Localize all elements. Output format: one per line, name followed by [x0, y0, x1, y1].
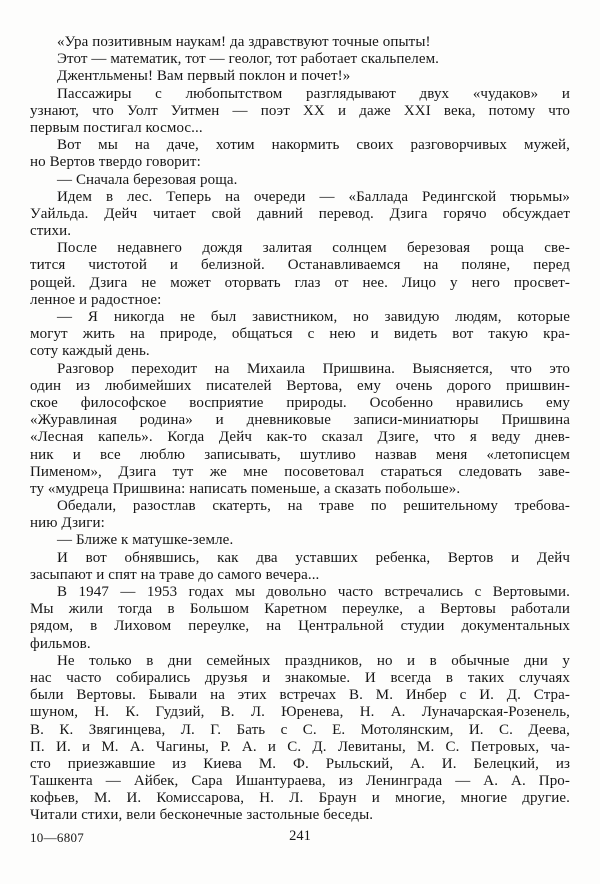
- text-line: рощей. Дзига не может оторвать глаз от нее. Лицо у него просвет-: [30, 274, 570, 291]
- text-line: Пассажиры с любопытством разглядывают двух «чудаков» и: [57, 85, 570, 102]
- text-line: Читали стихи, вели бесконечные застольные беседы.: [30, 807, 374, 824]
- text-line: сто приезжавшие из Киева М. Ф. Рыльский, А. И. Белецкий, из: [30, 755, 570, 772]
- text-line: могут жить на природе, общаться с нею и видеть вот такую кра-: [30, 326, 570, 343]
- text-line: «Журавлиная родина» и дневниковые записи-миниатюры Пришвина: [30, 412, 570, 429]
- page-footer: [0, 828, 600, 848]
- text-line: П. И. и М. А. Чагины, Р. А. и С. Д. Левитаны, М. С. Петровых, ча-: [30, 738, 570, 755]
- text-line: Уайльда. Дейч читает свой давний перевод. Дзига горячо обсуждает: [30, 205, 570, 222]
- text-line: Джентльмены! Вам первый поклон и почет!»: [57, 68, 351, 85]
- page-number: 241: [289, 828, 311, 844]
- text-line: были Вертовы. Бывали на этих встречах В. М. Инбер с И. Д. Стра-: [30, 687, 570, 704]
- text-line: тится чистотой и белизной. Останавливаемся на поляне, перед: [30, 257, 570, 274]
- page-text: [30, 34, 570, 825]
- text-line: стихи.: [30, 223, 72, 240]
- text-line: В 1947 — 1953 годах мы довольно часто встречались с Вертовыми.: [57, 584, 570, 600]
- text-line: Этот — математик, тот — геолог, тот работает скальпелем.: [57, 51, 440, 68]
- text-line: И вот обнявшись, как два уставших ребенка, Вертов и Дейч: [57, 549, 570, 566]
- text-line: «Лесная капель». Когда Дейч как-то сказал Дзиге, что я веду днев-: [30, 429, 570, 446]
- text-line: Пименом», Дзига тут же мне посоветовал стараться следовать заве-: [30, 463, 570, 480]
- text-line: После недавнего дождя залитая солнцем березовая роща све-: [57, 240, 570, 257]
- text-line: кофьев, М. И. Комиссарова, Н. Л. Браун и многие, многие другие.: [30, 790, 570, 807]
- text-line: узнают, что Уолт Уитмен — поэт XX и даже XXI века, потому что: [30, 102, 570, 119]
- text-line: Не только в дни семейных праздников, но и в обычные дни у: [57, 652, 570, 669]
- text-line: фильмов.: [30, 635, 91, 652]
- text-line: нас часто собирались друзья и знакомые. И всегда в таких случаях: [30, 669, 570, 686]
- text-line: засыпают и спят на траве до самого вечера...: [30, 566, 320, 583]
- text-line: — Сначала березовая роща.: [57, 171, 238, 188]
- text-line: — Ближе к матушке-земле.: [57, 532, 234, 549]
- text-line: Вот мы на даче, хотим накормить своих разговорчивых мужей,: [57, 137, 570, 154]
- print-signature: 10—6807: [30, 830, 85, 845]
- text-line: Ташкента — Айбек, Сара Ишантураева, из Ленинграда — А. А. Про-: [30, 773, 570, 790]
- text-line: но Вертов твердо говорит:: [30, 154, 201, 171]
- text-line: ник и все люблю записывать, шутливо назвав меня «летописцем: [30, 446, 570, 463]
- text-line: Обедали, разостлав скатерть, на траве по решительному требова-: [57, 498, 570, 515]
- text-line: — Я никогда не был завистником, но завидую людям, которые: [57, 309, 570, 325]
- text-line: ленное и радостное:: [30, 291, 162, 308]
- text-line: ское философское восприятие природы. Особенно нравились ему: [30, 394, 570, 411]
- text-line: «Ура позитивным наукам! да здравствуют точные опыты!: [57, 34, 431, 50]
- text-line: Мы жили тогда в Большом Каретном переулке, а Вертовы работали: [30, 601, 570, 618]
- text-line: В. К. Звягинцева, Л. Г. Бать с С. Е. Мотолянским, И. С. Деева,: [30, 721, 570, 738]
- text-line: нию Дзиги:: [30, 515, 105, 532]
- text-line: шуном, Н. К. Гудзий, В. Л. Юренева, Н. А. Луначарская-Розенель,: [30, 704, 570, 721]
- text-line: Разговор переходит на Михаила Пришвина. Выясняется, что это: [57, 360, 570, 377]
- text-line: соту каждый день.: [30, 343, 150, 360]
- text-line: ту «мудреца Пришвина: написать поменьше, а сказать побольше».: [30, 480, 461, 497]
- text-line: первым постигал космос...: [30, 119, 203, 136]
- text-line: Идем в лес. Теперь на очереди — «Баллада Редингской тюрьмы»: [57, 188, 570, 205]
- text-line: рядом, в Лиховом переулке, на Центральной студии документальных: [30, 618, 570, 635]
- text-line: один из любимейших писателей Вертова, ему очень дорого пришвин-: [30, 377, 570, 394]
